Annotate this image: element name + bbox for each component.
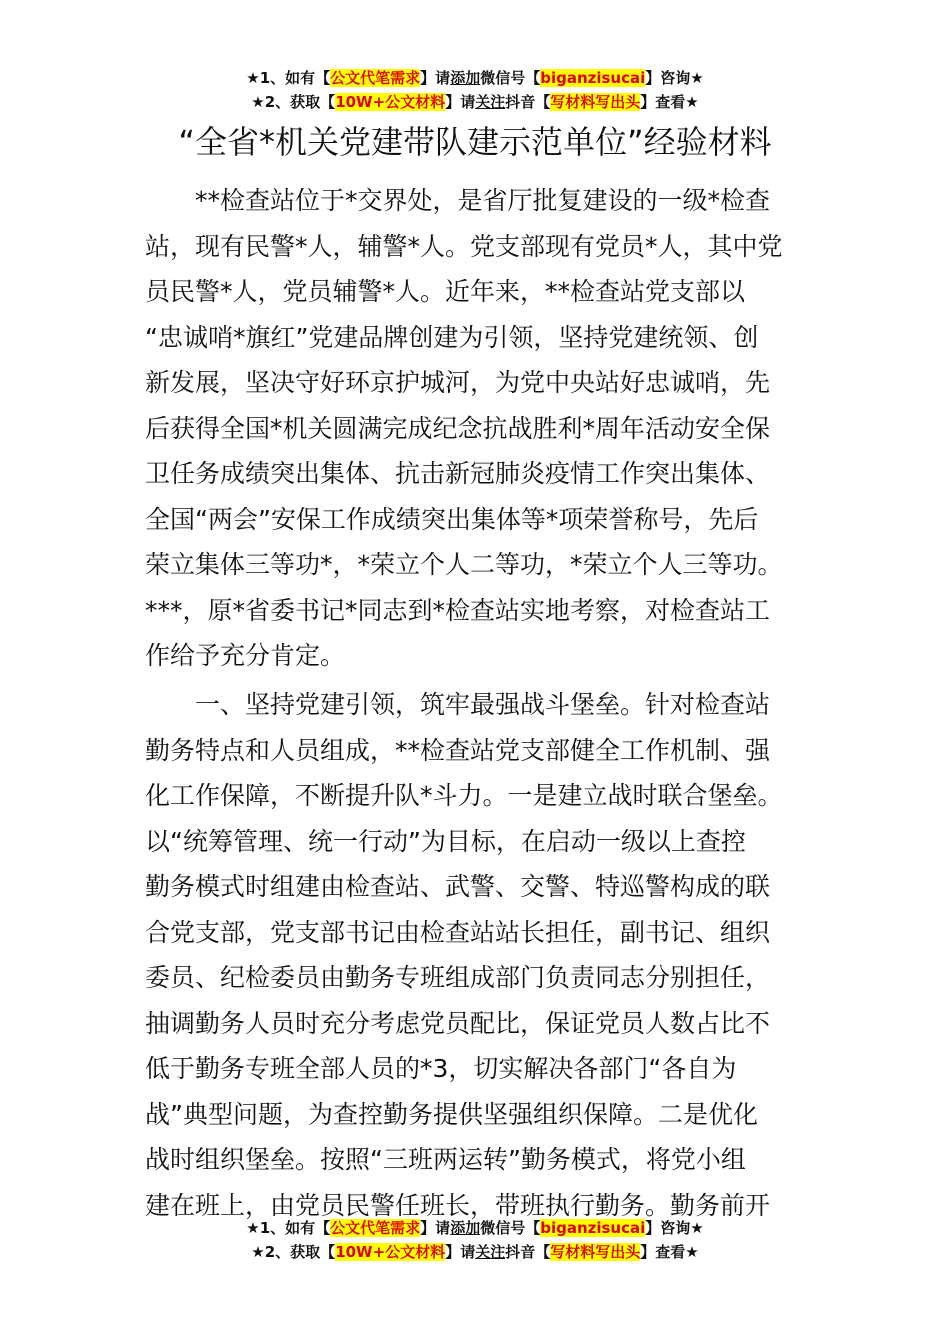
promo-text: 】咨询★ — [645, 69, 704, 87]
text-line: 后获得全国*机关圆满完成纪念抗战胜利*周年活动安全保 — [145, 413, 771, 443]
promo-text: 】查看★ — [640, 1243, 699, 1261]
paragraph-section-1 — [145, 682, 810, 1228]
promo-text: 抖音【 — [505, 93, 551, 111]
promo-text: 微信号【 — [480, 1219, 541, 1237]
promo-underlined: 关注 — [475, 93, 506, 111]
text-line: 作给予充分肯定。 — [145, 641, 346, 670]
promo-text: 抖音【 — [505, 1243, 551, 1261]
promo-highlight: 公文代笔需求 — [330, 1219, 421, 1237]
text-line: 委员、纪检委员由勤务专班组成部门负责同志分别担任， — [145, 963, 771, 992]
promo-text: ★2、获取【 — [251, 1243, 336, 1261]
promo-highlight: 写材料写出头 — [550, 93, 641, 111]
paragraph-intro — [145, 178, 810, 679]
promo-underlined: 关注 — [475, 1243, 506, 1261]
promo-text: ★1、如有【 — [246, 69, 331, 87]
text-line: 合党支部，党支部书记由检查站站长担任，副书记、组织 — [145, 917, 771, 947]
promo-highlight: 10W+公文材料 — [335, 1243, 446, 1261]
promo-highlight: 公文代笔需求 — [330, 69, 421, 87]
text-line: 建在班上，由党员民警任班长，带班执行勤务。勤务前开 — [145, 1190, 771, 1220]
text-line: 勤务特点和人员组成，**检查站党支部健全工作机制、强 — [145, 735, 771, 765]
text-line: 站，现有民警*人，辅警*人。党支部现有党员*人，其中党 — [145, 231, 783, 261]
text-line: 勤务模式时组建由检查站、武警、交警、特巡警构成的联 — [145, 872, 771, 901]
promo-highlight: biganzisucai — [540, 1219, 646, 1237]
promo-underlined: 添加 — [450, 1219, 481, 1237]
text-line: 低于勤务专班全部人员的*3，切实解决各部门“各自为 — [145, 1054, 737, 1083]
promo-text: 】请 — [420, 1219, 451, 1237]
promo-highlight: biganzisucai — [540, 69, 646, 87]
promo-text: 微信号【 — [480, 69, 541, 87]
promo-underlined: 添加 — [450, 69, 481, 87]
promo-text: ★1、如有【 — [246, 1219, 331, 1237]
text-line: 一、坚持党建引领，筑牢最强战斗堡垒。针对检查站 — [145, 690, 771, 719]
promo-text: 】请 — [420, 69, 451, 87]
document-title: “全省*机关党建带队建示范单位”经验材料 — [178, 123, 772, 161]
text-line: **检查站位于*交界处，是省厅批复建设的一级*检查 — [145, 186, 771, 215]
text-line: 化工作保障，不断提升队*斗力。一是建立战时联合堡垒。 — [145, 781, 783, 810]
promo-text: 】请 — [445, 1243, 476, 1261]
header-promo — [0, 66, 950, 114]
promo-line-2 — [0, 1240, 950, 1264]
promo-text: 】查看★ — [640, 93, 699, 111]
text-line: 战”典型问题，为查控勤务提供坚强组织保障。二是优化 — [145, 1099, 758, 1129]
promo-highlight: 10W+公文材料 — [335, 93, 446, 111]
text-line: 以“统筹管理、统一行动”为目标，在启动一级以上查控 — [145, 826, 746, 856]
text-line: 战时组织堡垒。按照“三班两运转”勤务模式，将党小组 — [145, 1145, 746, 1174]
text-line: ***，原*省委书记*同志到*检查站实地考察，对检查站工 — [145, 595, 771, 625]
text-line: “忠诚哨*旗红”党建品牌创建为引领，坚持党建统领、创 — [145, 322, 759, 352]
promo-line-2 — [0, 90, 950, 114]
text-line: 全国“两会”安保工作成绩突出集体等*项荣誉称号，先后 — [145, 504, 759, 534]
promo-line-1 — [0, 1216, 950, 1240]
text-line: 卫任务成绩突出集体、抗击新冠肺炎疫情工作突出集体、 — [145, 459, 771, 488]
promo-highlight: 写材料写出头 — [550, 1243, 641, 1261]
promo-text: 】咨询★ — [645, 1219, 704, 1237]
text-line: 新发展，坚决守好环京护城河，为党中央站好忠诚哨，先 — [145, 368, 771, 397]
footer-promo — [0, 1216, 950, 1264]
promo-text: 】请 — [445, 93, 476, 111]
promo-line-1 — [0, 66, 950, 90]
text-line: 抽调勤务人员时充分考虑党员配比，保证党员人数占比不 — [145, 1008, 771, 1038]
promo-text: ★2、获取【 — [251, 93, 336, 111]
text-line: 员民警*人，党员辅警*人。近年来，**检查站党支部以 — [145, 277, 746, 306]
text-line: 荣立集体三等功*，*荣立个人二等功，*荣立个人三等功。 — [145, 550, 783, 579]
